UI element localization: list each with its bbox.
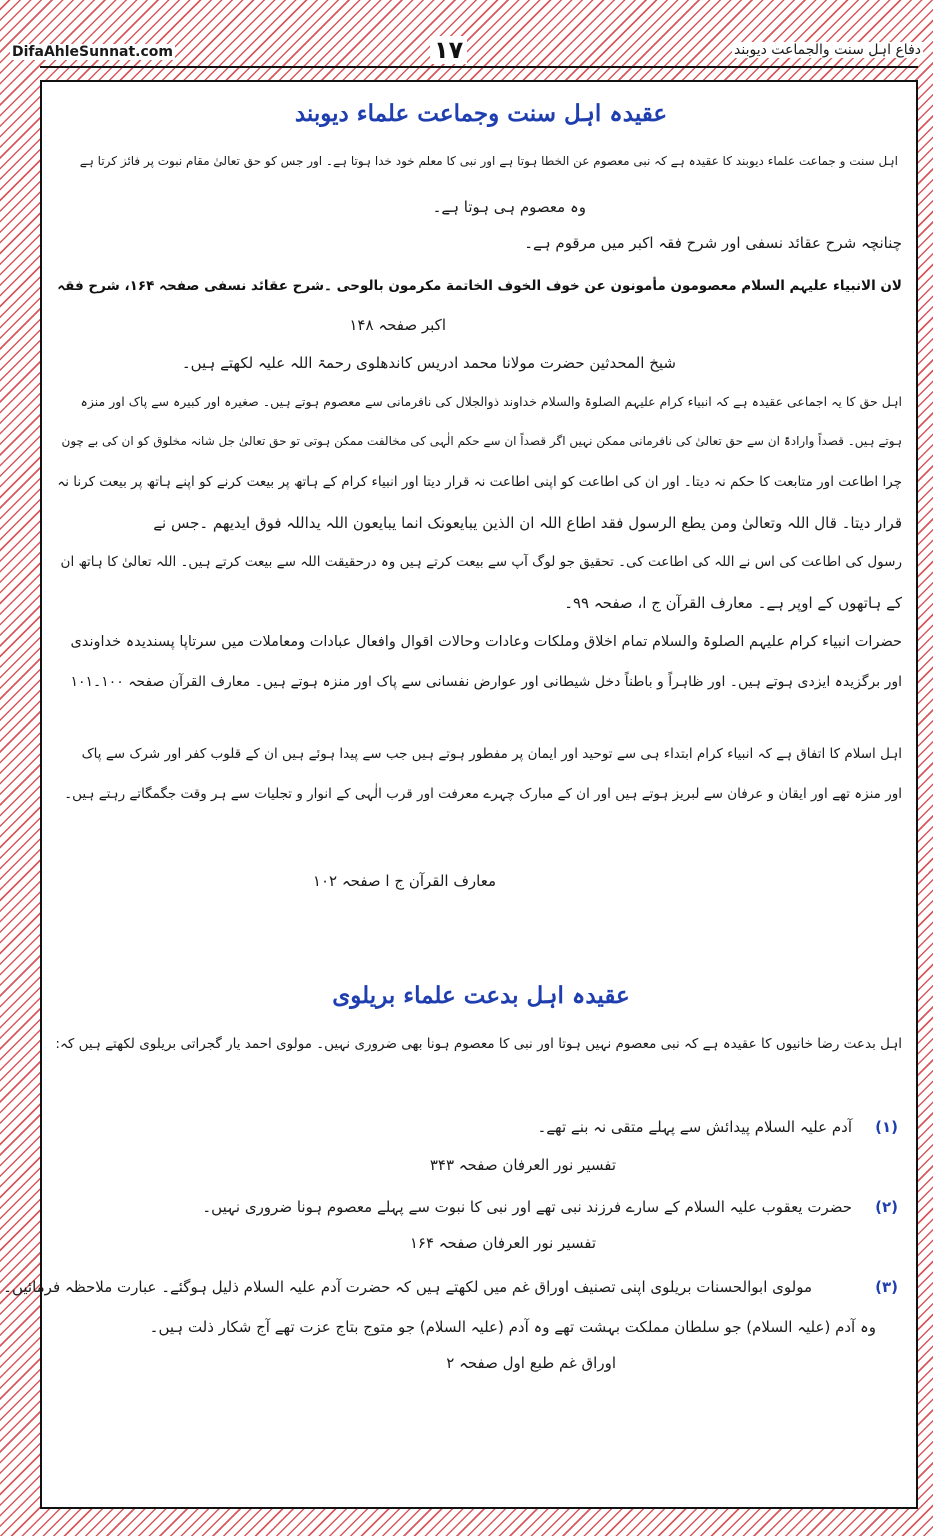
header-rule (40, 66, 918, 68)
item-3-number: (۳) (875, 1278, 898, 1296)
s1-line-9: چرا اطاعت اور متابعت کا حکم نہ دیتا۔ اور ان کی اطاعت کو اپنی اطاعت نہ قرار دیتا اور انبیاء کرام کے ہاتھ پر بیعت کرنے کو اپنے ہاتھ پر بیعت کرنا نہ (57, 474, 902, 490)
item-2-number: (۲) (875, 1198, 898, 1216)
s1-line-6: شیخ المحدثین حضرت مولانا محمد ادریس کاندھلوی رحمۃ اللہ علیہ لکھتے ہیں۔ (181, 354, 676, 372)
s1-line-1: اہل سنت و جماعت علماء دیوبند کا عقیدہ ہے کہ نبی معصوم عن الخطا ہوتا ہے اور نبی کا معلم خود خدا ہوتا ہے۔ اور جس کو حق تعالیٰ مقام نبوت پر فائز کرتا ہے (79, 154, 898, 168)
quote-ref: اوراق غم طبع اول صفحہ ۲ (446, 1354, 616, 1372)
s1-reference: معارف القرآن ج ا صفحہ ۱۰۲ (312, 872, 496, 890)
quote-text: وہ آدم (علیہ السلام) جو سلطان مملکت بہشت تھے وہ آدم (علیہ السلام) جو متوج بتاج عزت تھے آج شکار ذلت ہیں۔ (149, 1318, 876, 1336)
s1-line-14: اور برگزیدہ ایزدی ہوتے ہیں۔ اور ظاہراً و باطناً دخل شیطانی اور عوارض نفسانی سے پاک اور منزہ ہوتے ہیں۔ معارف القرآن صفحہ ۱۰۰۔۱۰۱ (70, 674, 902, 690)
site-name[interactable]: DifaAhleSunnat.com (12, 44, 173, 60)
s1-line-15: اہل اسلام کا اتفاق ہے کہ انبیاء کرام ابتداء ہی سے توحید اور ایمان پر مفطور ہوتے ہیں جب سے پیدا ہوئے ہیں ان کے قلوب کفر اور شرک سے پاک (81, 746, 902, 762)
content-frame (3, 80, 918, 1509)
s1-line-13: حضرات انبیاء کرام علیہم الصلوۃ والسلام تمام اخلاق وملکات وعادات وحالات اقوال وافعال عبادات ومعاملات میں سرتاپا پسندیدہ خداوندی (70, 634, 902, 650)
section1-title: عقیدہ اہل سنت وجماعت علماء دیوبند (294, 100, 668, 127)
page-header (0, 0, 933, 62)
item-2-text: حضرت یعقوب علیہ السلام کے سارے فرزند نبی تھے اور نبی کا نبوت سے پہلے معصوم ہونا ضروری نہیں۔ (202, 1198, 852, 1216)
s1-line-12: کے ہاتھوں کے اوپر ہے۔ معارف القرآن ج ا، صفحہ ۹۹۔ (564, 594, 902, 612)
s1-line-2: وہ معصوم ہی ہوتا ہے۔ (432, 198, 586, 216)
section2-title: عقیدہ اہل بدعت علماء بریلوی (332, 982, 630, 1009)
item-2-ref: تفسیر نور العرفان صفحہ ۱۶۴ (409, 1234, 596, 1252)
s1-line-3: چنانچہ شرح عقائد نسفی اور شرح فقہ اکبر میں مرقوم ہے۔ (524, 234, 902, 252)
s1-arabic-quote: لان الانبیاء علیہم السلام معصومون مأمونون عن خوف الخوف الخاتمة مکرمون بالوحی ۔شرح عقائد نسفی صفحہ ۱۶۴، شرح فقہ (57, 278, 902, 294)
s1-line-16: اور منزہ تھے اور ایقان و عرفان سے لبریز ہوتے ہیں اور ان کے مبارک چہرے معرفت اور قرب الٰہی کے انوار و تجلیات سے ہر وقت جگمگاتے رہتے ہیں۔ (64, 786, 902, 802)
s1-line-5: اکبر صفحہ ۱۴۸ (349, 316, 446, 334)
item-1-text: آدم علیہ السلام پیدائش سے پہلے متقی نہ بنے تھے۔ (537, 1118, 852, 1136)
item-1-ref: تفسیر نور العرفان صفحہ ۳۴۳ (429, 1156, 616, 1174)
s1-line-8: ہوتے ہیں۔ قصداً وارادۃً ان سے حق تعالیٰ کی نافرمانی ممکن نہیں اگر قصداً ان سے حکم الٰہی کی مخالفت ممکن ہوتی تو حق تعالیٰ جل شانہ مخلوق کو ان کی بے چون (61, 434, 902, 448)
item-1-number: (۱) (875, 1118, 898, 1136)
running-head: دفاع اہل سنت والجماعت دیوبند (734, 42, 921, 58)
s1-line-7: اہل حق کا یہ اجماعی عقیدہ ہے کہ انبیاء کرام علیہم الصلوۃ والسلام خداوند ذوالجلال کی نافرمانی سے معصوم ہوتے ہیں۔ صغیرہ اور کبیرہ سے پاک اور منزہ (80, 394, 902, 409)
page-number: ۱۷ (430, 36, 467, 64)
s2-intro: اہل بدعت رضا خانیوں کا عقیدہ ہے کہ نبی معصوم نہیں ہوتا اور نبی کا معصوم ہونا بھی ضروری نہیں۔ مولوی احمد یار گجراتی بریلوی لکھتے ہیں کہ: (55, 1036, 902, 1052)
item-3-text: مولوی ابوالحسنات بریلوی اپنی تصنیف اوراق غم میں لکھتے ہیں کہ حضرت آدم علیہ السلام ذلیل ہوگئے۔ عبارت ملاحظہ فرمائیں۔ (3, 1278, 812, 1296)
s1-line-11: رسول کی اطاعت کی اس نے اللہ کی اطاعت کی۔ تحقیق جو لوگ آپ سے بیعت کرتے ہیں وہ درحقیقت اللہ سے بیعت کرتے ہیں۔ اللہ تعالیٰ کا ہاتھ ان (60, 554, 902, 570)
s1-line-10: قرار دیتا۔ قال اللہ وتعالیٰ ومن یطع الرسول فقد اطاع اللہ ان الذین یبایعونک انما یبایعون اللہ یداللہ فوق ایدیھم ۔جس نے (153, 514, 902, 532)
